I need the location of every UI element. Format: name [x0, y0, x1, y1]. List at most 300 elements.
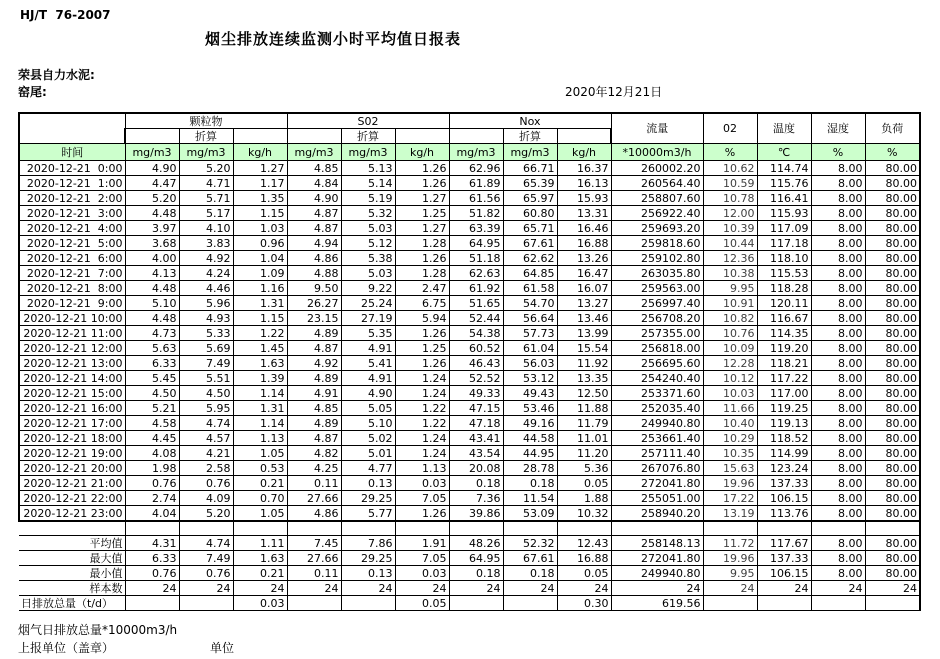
value-cell: 115.76: [757, 176, 811, 191]
value-cell: 61.92: [449, 281, 503, 296]
time-cell: 2020-12-21 7:00: [19, 266, 125, 281]
value-cell: 8.00: [811, 191, 865, 206]
value-cell: 7.05: [395, 491, 449, 506]
spacer-cell: [395, 521, 449, 536]
value-cell: 5.36: [557, 461, 611, 476]
time-cell: 2020-12-21 6:00: [19, 251, 125, 266]
sub-blank: [449, 129, 503, 144]
value-cell: 1.17: [233, 176, 287, 191]
value-cell: 0.21: [233, 476, 287, 491]
value-cell: 106.15: [757, 566, 811, 581]
value-cell: 60.52: [449, 341, 503, 356]
value-cell: 24: [811, 581, 865, 596]
sub-blank: [395, 129, 449, 144]
value-cell: 5.33: [179, 326, 233, 341]
value-cell: 80.00: [865, 431, 920, 446]
value-cell: 1.24: [395, 446, 449, 461]
value-cell: 11.92: [557, 356, 611, 371]
value-cell: 8.00: [811, 206, 865, 221]
value-cell: 4.89: [287, 416, 341, 431]
value-cell: 4.50: [179, 386, 233, 401]
col-group-so2: S02: [287, 113, 449, 129]
value-cell: 61.58: [503, 281, 557, 296]
summary-label: 日排放总量（t/d）: [19, 596, 125, 611]
value-cell: 1.05: [233, 446, 287, 461]
value-cell: 5.02: [341, 431, 395, 446]
value-cell: 4.92: [287, 356, 341, 371]
value-cell: 52.32: [503, 536, 557, 551]
value-cell: 8.00: [811, 356, 865, 371]
value-cell: 4.45: [125, 431, 179, 446]
value-cell: [503, 596, 557, 611]
value-cell: 1.26: [395, 176, 449, 191]
value-cell: 27.19: [341, 311, 395, 326]
value-cell: 80.00: [865, 251, 920, 266]
value-cell: 5.14: [341, 176, 395, 191]
value-cell: 619.56: [611, 596, 703, 611]
spacer-cell: [703, 521, 757, 536]
value-cell: 16.88: [557, 236, 611, 251]
value-cell: 12.36: [703, 251, 757, 266]
time-cell: 2020-12-21 5:00: [19, 236, 125, 251]
value-cell: 1.15: [233, 206, 287, 221]
value-cell: 13.19: [703, 506, 757, 522]
value-cell: 5.20: [179, 161, 233, 176]
summary-row: [19, 551, 920, 566]
value-cell: 4.74: [179, 536, 233, 551]
col-header-flow: 流量: [611, 113, 703, 144]
value-cell: 3.68: [125, 236, 179, 251]
value-cell: 47.15: [449, 401, 503, 416]
value-cell: 4.04: [125, 506, 179, 522]
value-cell: 64.95: [449, 551, 503, 566]
value-cell: 116.41: [757, 191, 811, 206]
value-cell: 16.47: [557, 266, 611, 281]
col-header-humidity: 湿度: [811, 113, 865, 144]
value-cell: 253661.40: [611, 431, 703, 446]
value-cell: 1.26: [395, 251, 449, 266]
value-cell: 12.50: [557, 386, 611, 401]
value-cell: 26.27: [287, 296, 341, 311]
value-cell: 1.13: [395, 461, 449, 476]
time-cell: 2020-12-21 3:00: [19, 206, 125, 221]
value-cell: 54.38: [449, 326, 503, 341]
hourly-row: [19, 506, 920, 522]
value-cell: 8.00: [811, 431, 865, 446]
value-cell: 5.71: [179, 191, 233, 206]
value-cell: 256708.20: [611, 311, 703, 326]
value-cell: 24: [865, 581, 920, 596]
value-cell: 7.05: [395, 551, 449, 566]
value-cell: 46.43: [449, 356, 503, 371]
hourly-row: [19, 341, 920, 356]
summary-row: [19, 536, 920, 551]
value-cell: 80.00: [865, 461, 920, 476]
value-cell: 65.39: [503, 176, 557, 191]
value-cell: 1.31: [233, 401, 287, 416]
value-cell: 4.77: [341, 461, 395, 476]
value-cell: 28.78: [503, 461, 557, 476]
value-cell: 80.00: [865, 356, 920, 371]
value-cell: 13.27: [557, 296, 611, 311]
report-date: 2020年12月21日: [565, 85, 663, 99]
value-cell: 1.35: [233, 191, 287, 206]
hourly-row: [19, 491, 920, 506]
value-cell: 80.00: [865, 236, 920, 251]
col-group-nox: Nox: [449, 113, 611, 129]
value-cell: 1.26: [395, 326, 449, 341]
spacer-cell: [19, 521, 125, 536]
value-cell: 10.62: [703, 161, 757, 176]
value-cell: 4.48: [125, 281, 179, 296]
value-cell: 4.57: [179, 431, 233, 446]
value-cell: 0.30: [557, 596, 611, 611]
value-cell: 5.13: [341, 161, 395, 176]
value-cell: 259818.60: [611, 236, 703, 251]
value-cell: 5.01: [341, 446, 395, 461]
hourly-row: [19, 416, 920, 431]
value-cell: 24: [503, 581, 557, 596]
value-cell: 4.87: [287, 221, 341, 236]
value-cell: 10.38: [703, 266, 757, 281]
time-cell: 2020-12-21 0:00: [19, 161, 125, 176]
value-cell: [341, 596, 395, 611]
value-cell: 10.03: [703, 386, 757, 401]
time-cell: 2020-12-21 19:00: [19, 446, 125, 461]
value-cell: 5.03: [341, 266, 395, 281]
value-cell: 2.58: [179, 461, 233, 476]
value-cell: 8.00: [811, 401, 865, 416]
value-cell: 8.00: [811, 236, 865, 251]
value-cell: 5.20: [179, 506, 233, 522]
value-cell: 249940.80: [611, 566, 703, 581]
value-cell: 24: [395, 581, 449, 596]
value-cell: 1.27: [233, 161, 287, 176]
value-cell: 119.25: [757, 401, 811, 416]
value-cell: 1.26: [395, 161, 449, 176]
hourly-rows: [19, 161, 920, 522]
time-cell: 2020-12-21 20:00: [19, 461, 125, 476]
value-cell: 49.33: [449, 386, 503, 401]
value-cell: 80.00: [865, 551, 920, 566]
value-cell: 10.91: [703, 296, 757, 311]
value-cell: 0.11: [287, 566, 341, 581]
value-cell: 0.76: [179, 566, 233, 581]
hourly-row: [19, 221, 920, 236]
time-cell: 2020-12-21 17:00: [19, 416, 125, 431]
value-cell: 9.50: [287, 281, 341, 296]
value-cell: [125, 596, 179, 611]
value-cell: 4.50: [125, 386, 179, 401]
value-cell: 4.74: [179, 416, 233, 431]
value-cell: 66.71: [503, 161, 557, 176]
value-cell: 5.63: [125, 341, 179, 356]
value-cell: 8.00: [811, 506, 865, 522]
col-group-particulate: 颗粒物: [125, 113, 287, 129]
value-cell: 23.15: [287, 311, 341, 326]
value-cell: 117.09: [757, 221, 811, 236]
value-cell: 67.61: [503, 551, 557, 566]
value-cell: 16.37: [557, 161, 611, 176]
value-cell: 5.10: [125, 296, 179, 311]
hourly-row: [19, 311, 920, 326]
value-cell: 52.52: [449, 371, 503, 386]
time-cell: 2020-12-21 23:00: [19, 506, 125, 522]
hourly-row: [19, 446, 920, 461]
value-cell: 4.48: [125, 311, 179, 326]
value-cell: 10.39: [703, 221, 757, 236]
value-cell: 10.78: [703, 191, 757, 206]
spacer-cell: [179, 521, 233, 536]
value-cell: 27.66: [287, 551, 341, 566]
value-cell: 27.66: [287, 491, 341, 506]
value-cell: 4.82: [287, 446, 341, 461]
hourly-row: [19, 401, 920, 416]
time-cell: 2020-12-21 14:00: [19, 371, 125, 386]
value-cell: 255051.00: [611, 491, 703, 506]
value-cell: 5.21: [125, 401, 179, 416]
spacer-cell: [125, 521, 179, 536]
value-cell: 80.00: [865, 476, 920, 491]
summary-row: [19, 596, 920, 611]
value-cell: 4.84: [287, 176, 341, 191]
value-cell: 17.22: [703, 491, 757, 506]
sub-converted-so2: 折算: [341, 129, 395, 144]
value-cell: [757, 596, 811, 611]
spacer-cell: [233, 521, 287, 536]
time-cell: 2020-12-21 13:00: [19, 356, 125, 371]
spacer-cell: [557, 521, 611, 536]
summary-row: [19, 566, 920, 581]
value-cell: 8.00: [811, 281, 865, 296]
value-cell: 258148.13: [611, 536, 703, 551]
value-cell: 80.00: [865, 206, 920, 221]
value-cell: 5.20: [125, 191, 179, 206]
value-cell: [179, 596, 233, 611]
value-cell: 8.00: [811, 461, 865, 476]
value-cell: 54.70: [503, 296, 557, 311]
value-cell: 5.35: [341, 326, 395, 341]
value-cell: 267076.80: [611, 461, 703, 476]
value-cell: 16.07: [557, 281, 611, 296]
value-cell: 5.96: [179, 296, 233, 311]
value-cell: 3.97: [125, 221, 179, 236]
value-cell: 1.03: [233, 221, 287, 236]
summary-row: [19, 581, 920, 596]
time-cell: 2020-12-21 1:00: [19, 176, 125, 191]
value-cell: 7.49: [179, 551, 233, 566]
time-cell: 2020-12-21 16:00: [19, 401, 125, 416]
value-cell: 16.13: [557, 176, 611, 191]
value-cell: 80.00: [865, 161, 920, 176]
hourly-row: [19, 296, 920, 311]
value-cell: 2.74: [125, 491, 179, 506]
value-cell: 80.00: [865, 446, 920, 461]
value-cell: 11.72: [703, 536, 757, 551]
value-cell: 0.18: [503, 476, 557, 491]
time-cell: 2020-12-21 11:00: [19, 326, 125, 341]
value-cell: 256695.60: [611, 356, 703, 371]
value-cell: 53.09: [503, 506, 557, 522]
unit-cell: kg/h: [557, 144, 611, 161]
hourly-row: [19, 266, 920, 281]
value-cell: 15.63: [703, 461, 757, 476]
value-cell: 114.35: [757, 326, 811, 341]
value-cell: 5.45: [125, 371, 179, 386]
value-cell: 0.21: [233, 566, 287, 581]
value-cell: 9.95: [703, 281, 757, 296]
value-cell: 13.99: [557, 326, 611, 341]
value-cell: 1.25: [395, 341, 449, 356]
value-cell: 62.62: [503, 251, 557, 266]
unit-cell: mg/m3: [341, 144, 395, 161]
value-cell: 5.32: [341, 206, 395, 221]
value-cell: 1.15: [233, 311, 287, 326]
value-cell: 115.93: [757, 206, 811, 221]
value-cell: 0.13: [341, 476, 395, 491]
value-cell: 16.88: [557, 551, 611, 566]
value-cell: 118.10: [757, 251, 811, 266]
value-cell: 1.22: [395, 401, 449, 416]
time-cell: 2020-12-21 4:00: [19, 221, 125, 236]
hourly-row: [19, 326, 920, 341]
value-cell: 24: [757, 581, 811, 596]
value-cell: 5.05: [341, 401, 395, 416]
value-cell: 8.00: [811, 266, 865, 281]
value-cell: 80.00: [865, 566, 920, 581]
value-cell: 1.26: [395, 356, 449, 371]
value-cell: 4.73: [125, 326, 179, 341]
value-cell: 253371.60: [611, 386, 703, 401]
value-cell: 252035.40: [611, 401, 703, 416]
value-cell: 1.45: [233, 341, 287, 356]
value-cell: 11.01: [557, 431, 611, 446]
value-cell: 0.76: [179, 476, 233, 491]
unit-cell: kg/h: [233, 144, 287, 161]
value-cell: 5.10: [341, 416, 395, 431]
sub-blank: [557, 129, 611, 144]
value-cell: 11.79: [557, 416, 611, 431]
value-cell: 4.90: [125, 161, 179, 176]
value-cell: 7.45: [287, 536, 341, 551]
value-cell: 24: [179, 581, 233, 596]
hourly-row: [19, 191, 920, 206]
time-cell: 2020-12-21 2:00: [19, 191, 125, 206]
value-cell: 5.51: [179, 371, 233, 386]
value-cell: 118.52: [757, 431, 811, 446]
value-cell: 5.77: [341, 506, 395, 522]
value-cell: 0.05: [557, 566, 611, 581]
value-cell: 61.56: [449, 191, 503, 206]
value-cell: 9.95: [703, 566, 757, 581]
unit-cell: kg/h: [395, 144, 449, 161]
value-cell: 117.22: [757, 371, 811, 386]
value-cell: 67.61: [503, 236, 557, 251]
value-cell: 257111.40: [611, 446, 703, 461]
value-cell: [287, 596, 341, 611]
value-cell: 0.11: [287, 476, 341, 491]
value-cell: 4.87: [287, 341, 341, 356]
value-cell: 24: [449, 581, 503, 596]
unit-cell: mg/m3: [179, 144, 233, 161]
value-cell: 0.03: [395, 566, 449, 581]
value-cell: 80.00: [865, 401, 920, 416]
value-cell: 114.74: [757, 161, 811, 176]
value-cell: 0.96: [233, 236, 287, 251]
value-cell: 5.69: [179, 341, 233, 356]
value-cell: 8.00: [811, 386, 865, 401]
value-cell: 11.54: [503, 491, 557, 506]
value-cell: 256922.40: [611, 206, 703, 221]
value-cell: 3.83: [179, 236, 233, 251]
hourly-row: [19, 206, 920, 221]
value-cell: 4.90: [341, 386, 395, 401]
time-header-spacer: [19, 113, 125, 144]
value-cell: 8.00: [811, 296, 865, 311]
value-cell: 10.82: [703, 311, 757, 326]
spacer-cell: [287, 521, 341, 536]
value-cell: 80.00: [865, 176, 920, 191]
value-cell: 118.21: [757, 356, 811, 371]
value-cell: 10.76: [703, 326, 757, 341]
value-cell: 9.22: [341, 281, 395, 296]
value-cell: 1.24: [395, 371, 449, 386]
value-cell: 61.04: [503, 341, 557, 356]
value-cell: 12.43: [557, 536, 611, 551]
value-cell: 260002.20: [611, 161, 703, 176]
value-cell: 43.54: [449, 446, 503, 461]
value-cell: 4.00: [125, 251, 179, 266]
value-cell: [449, 596, 503, 611]
value-cell: 8.00: [811, 221, 865, 236]
value-cell: 4.91: [341, 341, 395, 356]
value-cell: 48.26: [449, 536, 503, 551]
value-cell: 24: [557, 581, 611, 596]
value-cell: 258807.60: [611, 191, 703, 206]
value-cell: 4.90: [287, 191, 341, 206]
col-header-temperature: 温度: [757, 113, 811, 144]
value-cell: 11.66: [703, 401, 757, 416]
value-cell: 5.19: [341, 191, 395, 206]
value-cell: 49.43: [503, 386, 557, 401]
value-cell: 1.04: [233, 251, 287, 266]
value-cell: 258940.20: [611, 506, 703, 522]
value-cell: 0.76: [125, 476, 179, 491]
value-cell: 80.00: [865, 536, 920, 551]
value-cell: 254240.40: [611, 371, 703, 386]
value-cell: 7.36: [449, 491, 503, 506]
value-cell: 11.20: [557, 446, 611, 461]
value-cell: 4.48: [125, 206, 179, 221]
value-cell: 10.09: [703, 341, 757, 356]
value-cell: 8.00: [811, 551, 865, 566]
value-cell: 80.00: [865, 191, 920, 206]
value-cell: 56.03: [503, 356, 557, 371]
value-cell: [703, 596, 757, 611]
value-cell: 16.46: [557, 221, 611, 236]
value-cell: 5.12: [341, 236, 395, 251]
value-cell: 0.53: [233, 461, 287, 476]
summary-label: 最大值: [19, 551, 125, 566]
value-cell: 80.00: [865, 281, 920, 296]
unit-label: 单位: [210, 641, 235, 655]
value-cell: 8.00: [811, 311, 865, 326]
value-cell: 12.28: [703, 356, 757, 371]
value-cell: 4.85: [287, 401, 341, 416]
value-cell: 43.41: [449, 431, 503, 446]
value-cell: 4.21: [179, 446, 233, 461]
time-cell: 2020-12-21 9:00: [19, 296, 125, 311]
